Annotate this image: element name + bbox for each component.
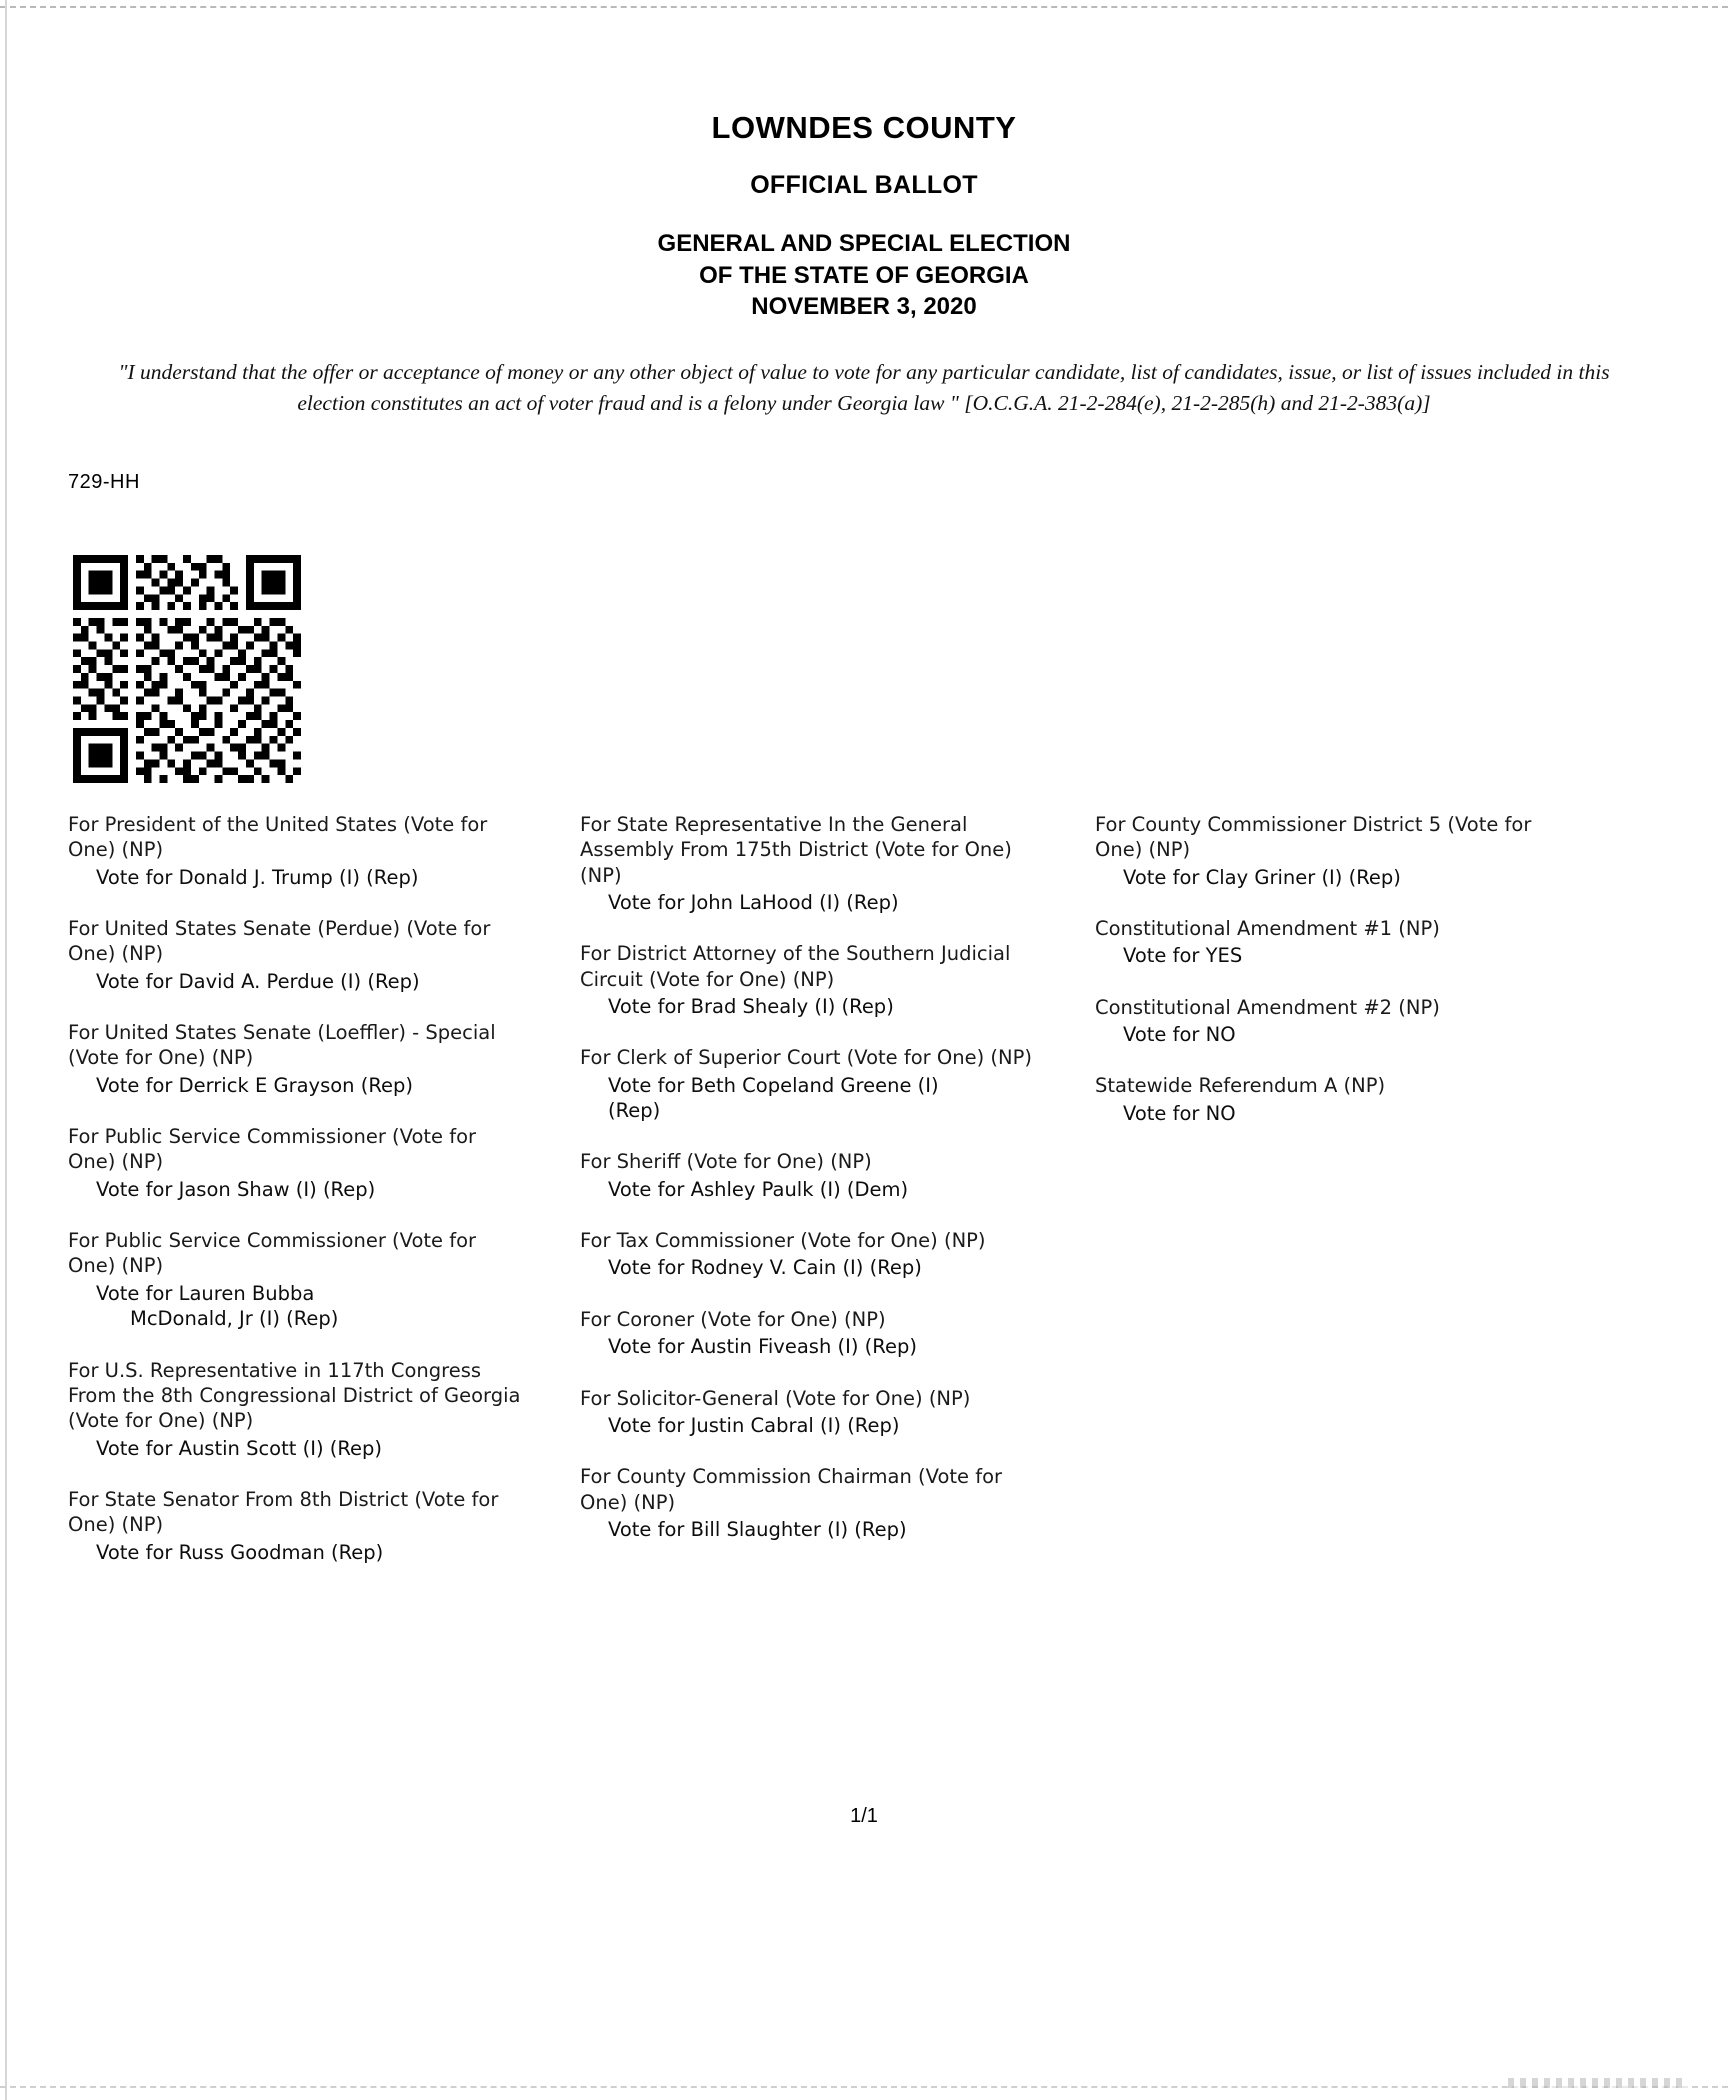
- contest-title: For County Commissioner District 5 (Vote for One) (NP): [1095, 813, 1532, 862]
- contest-choice: Vote for Rodney V. Cain (I) (Rep): [608, 1256, 922, 1280]
- contest-choice: Vote for Justin Cabral (I) (Rep): [608, 1413, 900, 1437]
- contest-title: For Solicitor-General (Vote for One) (NP): [580, 1386, 971, 1410]
- election-line-2: OF THE STATE OF GEORGIA: [699, 261, 1029, 289]
- contest-choice: Vote for Austin Fiveash (I) (Rep): [608, 1335, 917, 1359]
- contest-title: For United States Senate (Loeffler) - Special (Vote for One) (NP): [68, 1021, 496, 1070]
- contest-choice: [608, 1073, 1050, 1124]
- contest-choice: Vote for Ashley Paulk (I) (Dem): [608, 1177, 909, 1201]
- contest-choice-line-1: Vote for Lauren Bubba: [96, 1281, 315, 1305]
- election-line-1: GENERAL AND SPECIAL ELECTION: [657, 230, 1071, 257]
- contest-title: For Public Service Commissioner (Vote for One) (NP): [68, 1229, 477, 1278]
- ballot-subtitle: OFFICIAL BALLOT: [750, 171, 978, 199]
- contest-choice: Vote for David A. Perdue (I) (Rep): [96, 969, 420, 993]
- contest-choice: [96, 1281, 523, 1332]
- contest-title: For Tax Commissioner (Vote for One) (NP): [580, 1229, 986, 1253]
- election-heading: [0, 228, 1728, 323]
- contest-choice-line-2: (Rep): [608, 1099, 661, 1123]
- contest-title: For District Attorney of the Southern Judicial Circuit (Vote for One) (NP): [580, 942, 1011, 991]
- contest: [580, 1045, 1050, 1123]
- contest-title: Constitutional Amendment #1 (NP): [1095, 917, 1440, 941]
- contest-choice: Vote for Austin Scott (I) (Rep): [96, 1436, 383, 1460]
- qr-code: [68, 555, 306, 783]
- contest-choice-line-1: Vote for Beth Copeland Greene (I): [608, 1073, 939, 1097]
- contest-choice: Vote for Bill Slaughter (I) (Rep): [608, 1517, 907, 1541]
- contest-title: Constitutional Amendment #2 (NP): [1095, 995, 1440, 1019]
- contest-choice: Vote for Russ Goodman (Rep): [96, 1540, 384, 1564]
- contest-choice: Vote for Brad Shealy (I) (Rep): [608, 995, 894, 1019]
- contest-choice: Vote for NO: [1123, 1101, 1236, 1125]
- contest-choice: Vote for John LaHood (I) (Rep): [608, 891, 899, 915]
- contest: [68, 916, 523, 994]
- contest-title: For U.S. Representative in 117th Congress From the 8th Congressional District of Georgia (Vote for One) (NP): [68, 1358, 521, 1433]
- contest: [1095, 1073, 1550, 1126]
- contest-title: For Clerk of Superior Court (Vote for One) (NP): [580, 1046, 1032, 1070]
- contest: [68, 1358, 523, 1461]
- contest-column-2: [580, 812, 1050, 1591]
- contest-columns: [68, 812, 1668, 1591]
- contest: [580, 1228, 1050, 1281]
- page-title: LOWNDES COUNTY: [711, 110, 1017, 145]
- contest: [68, 1228, 523, 1331]
- contest-choice: Vote for Donald J. Trump (I) (Rep): [96, 865, 419, 889]
- contest: [580, 1149, 1050, 1202]
- contest-choice-line-2: McDonald, Jr (I) (Rep): [130, 1307, 339, 1331]
- contest: [580, 1307, 1050, 1360]
- contest: [580, 1464, 1050, 1542]
- contest-title: For Coroner (Vote for One) (NP): [580, 1307, 886, 1331]
- contest-title: For Public Service Commissioner (Vote for One) (NP): [68, 1125, 477, 1174]
- contest-title: For State Representative In the General Assembly From 175th District (Vote for One) (NP): [580, 813, 1012, 887]
- contest-title: For Sheriff (Vote for One) (NP): [580, 1150, 872, 1174]
- contest-choice: Vote for YES: [1123, 944, 1243, 968]
- page-number: 1/1: [850, 1805, 878, 1827]
- contest: [580, 812, 1050, 915]
- contest-choice: Vote for Derrick E Grayson (Rep): [96, 1073, 413, 1097]
- contest-choice: Vote for NO: [1123, 1023, 1236, 1047]
- contest-title: Statewide Referendum A (NP): [1095, 1074, 1386, 1098]
- contest-column-1: [68, 812, 523, 1591]
- contest: [580, 941, 1050, 1019]
- contest: [68, 1124, 523, 1202]
- contest-title: For President of the United States (Vote for One) (NP): [68, 813, 488, 862]
- contest-choice: Vote for Jason Shaw (I) (Rep): [96, 1177, 376, 1201]
- ballot-style-id: 729-HH: [68, 471, 140, 494]
- contest: [1095, 916, 1550, 969]
- contest: [68, 812, 523, 890]
- contest-title: For State Senator From 8th District (Vote for One) (NP): [68, 1487, 499, 1537]
- contest: [68, 1487, 523, 1565]
- contest-column-3: [1095, 812, 1550, 1591]
- election-date: NOVEMBER 3, 2020: [751, 293, 977, 321]
- contest: [580, 1386, 1050, 1439]
- contest: [1095, 812, 1550, 890]
- contest: [68, 1020, 523, 1098]
- contest-choice: Vote for Clay Griner (I) (Rep): [1123, 865, 1401, 889]
- contest-title: For County Commission Chairman (Vote for One) (NP): [580, 1465, 1003, 1514]
- voter-fraud-statement: "I understand that the offer or acceptance of money or any other object of value to vote for any particular candidate, list of candidates, issue, or list of issues included in this election constitutes an act of voter fraud and is a felony under Georgia law " [O.C.G.A. 21-2-284(e), 21-2-285(h) and 21-2-383(a)]: [118, 360, 1610, 416]
- contest-title: For United States Senate (Perdue) (Vote for One) (NP): [68, 917, 491, 966]
- contest: [1095, 995, 1550, 1048]
